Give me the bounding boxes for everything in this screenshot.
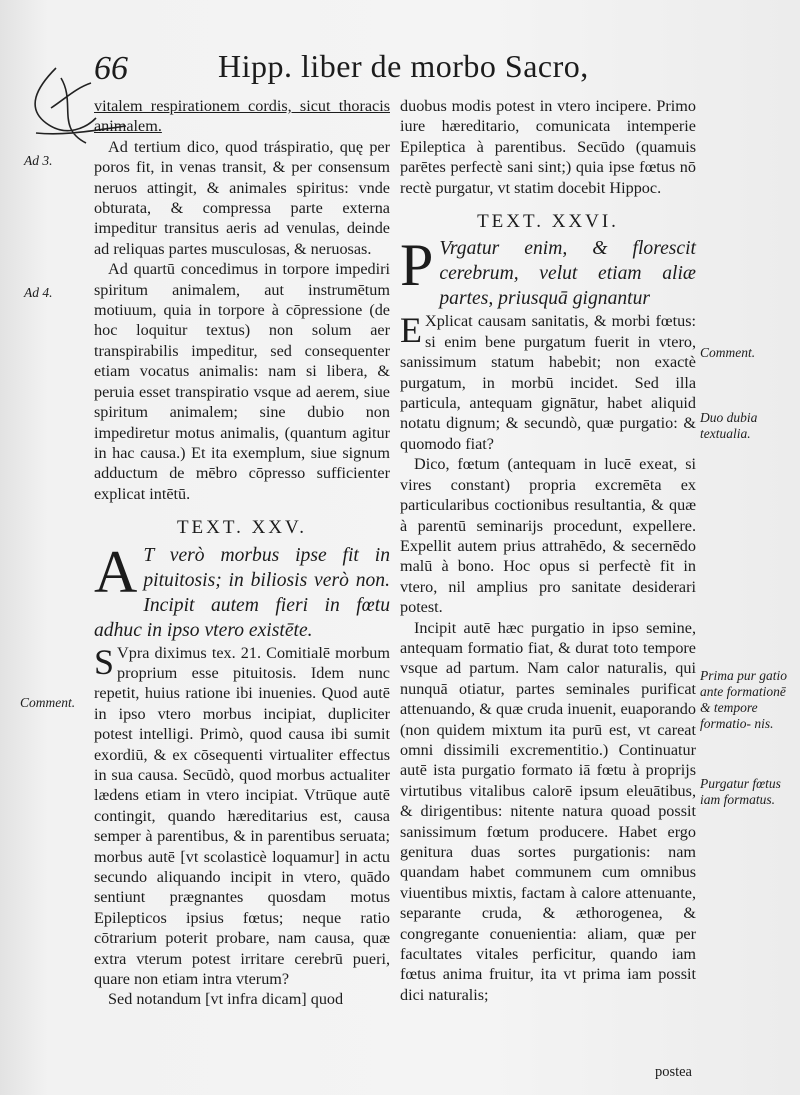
catchword: postea [654,1064,692,1080]
page-header [88,44,768,94]
left-column [94,96,390,1010]
paragraph: Ad quartū concedimus in torpore impediri spiritum animalem, aut instrumētum motiuum, quia in torpore à cōpressione (de hoc loquitur textus) non solum aer transpirabilis impeditur, sed consequenter etiam vocatus animalis: nam si libera, & peruia esset transpiratio vsque ad aerem, siue spiritum animalem; sine dubio non impediretur motus animalis, (quantum agitur in hac causa.) Et ita exemplum, siue signum adductum de mēbro cōpresso sufficienter explicat intētū. [94,260,390,503]
margin-note-ad3: Ad 3. [24,153,53,168]
margin-note-purgatur-foetus: Purgatur fœtus iam formatus. [700,776,781,807]
margin-note-prima-purgatio: Prima pur gatio ante formationē & tempore formatio- nis. [700,668,788,731]
drop-cap: S [94,641,115,682]
text-heading: TEXT. XXVI. [477,211,619,233]
margin-note-duo-dubia: Duo dubia textualia. [700,410,758,441]
running-title: Hipp. liber de morbo Sacro, [218,48,589,84]
paragraph: Incipit autē hæc purgatio in ipso semine, antequam formatio fiat, & durat toto tempore vsque ad partum. Nam calor naturalis, qui nunquā otiatur, partes seminales purificat attenuando, & quæ cruda inuenit, euaporando (non quidem mixtum ita purū est, vt careat omni dissimili excrementitio.) Continuatur autē ista purgatio formato iā fœtu à proprijs virtutibus vitalibus calorē ipsum eleuātibus, & dirigentibus: nitente natura quoad possit sanissimum fœtum producere. Habet ergo genitura duas sortes purgationis: nam quandam habet communem cum omnibus viuentibus mixtis, factam à calore attenuante, separante cruda, & æthorogenea, & congregante conuenientia: aliam, quæ per facultates vitales perficitur, quando iam fœtus anima fruitur, ita vt prima iam possit dici naturalis; [400,618,696,1004]
margin-note-comment-right: Comment. [700,345,756,360]
commentary [400,311,696,454]
lemma-text: Vrgatur enim, & florescit cerebrum, velut etiam aliæ partes, priusquā gignantur [439,238,696,310]
margin-note-ad4: Ad 4. [24,285,53,300]
lemma-text: T verò morbus ipse fit in pituitosis; in biliosis verò non. Incipit autem fieri in fœtu adhuc in ipso vtero existēte. [94,544,390,641]
right-column [400,96,696,1005]
commentary [94,643,390,990]
commentary-text: Vpra diximus tex. 21. Comitialē morbum proprium esse pituitosis. Idem nunc repetit, huius ratione ibi inuenies. Quod autē in ipso vtero morbus incipiat, dupliciter potest intelligi. Primò, quod causa ibi sumit exordiū, & ex cōsequenti virtualiter effectus in sua causa. Secūdò, quod morbus actualiter lædens etiam in vtero incipiat. Vtrūque autē contingit, quando hæreditarius est, causa semper à parentibus, & in parentibus seruata; morbus autē [vt scolasticè loquamur] in actu secundo aliquando incipit in vtero, quādo sentiunt prægnantes quosdam motus Epilepticos ipsius fœtus; neque ratio cōtrarium poterit probare, nam causa, quæ extra vterum potest irritare cerebrū pueri, quare non etiam intra vterum? [94,643,390,989]
paragraph: duobus modis potest in vtero incipere. Primo iure hæreditario, comunicata intemperie Epileptica à parentibus. Secūdo (quamuis parētes perfectè sani sint;) quia ipse fœtus nō rectè purgatur, vt statim docebit Hippoc. [400,97,696,197]
commentary-text: Xplicat causam sanitatis, & morbi fœtus: si enim bene purgatum fuerit in vtero, sanissimum statum habebit; non exactè purgatum, in morbū incidet. Sed illa particula, antequam gignātur, habet aliquid notatu dignum; & secundò, quæ purgatio: & quomodo fiat? [400,312,696,453]
drop-cap: P [400,232,434,299]
page-number: 66 [94,50,128,87]
paragraph: vitalem respirationem cordis, sicut thoracis animalem. [94,97,390,136]
drop-cap: E [400,310,422,351]
paragraph: Sed notandum [vt infra dicam] quod [108,990,344,1009]
paragraph: Dico, fœtum (antequam in lucē exeat, si vires constant) propria excremēta ex particularibus coctionibus resultantia, & quæ à parentū seminarijs procedunt, expellere. Expellit autem prius attrahēdo, & secernēdo malū à bono. Hoc opus si perfectè fit in vtero, nil amplius pro sanitate desiderari potest. [400,455,696,617]
drop-cap: A [94,538,138,605]
paragraph: Ad tertium dico, quod tráspiratio, quę per poros fit, in venas transit, & per consensum neruos attingit, & animales spiritus: vnde obturata, & compressa parte externa impeditur transitus aeris ad venulas, deinde ad reliquas partes musculosas, & neruosas. [94,137,390,258]
text-heading: TEXT. XXV. [176,517,308,539]
lemma [400,232,696,311]
lemma [94,538,390,643]
margin-note-comment-left: Comment. [20,695,76,710]
